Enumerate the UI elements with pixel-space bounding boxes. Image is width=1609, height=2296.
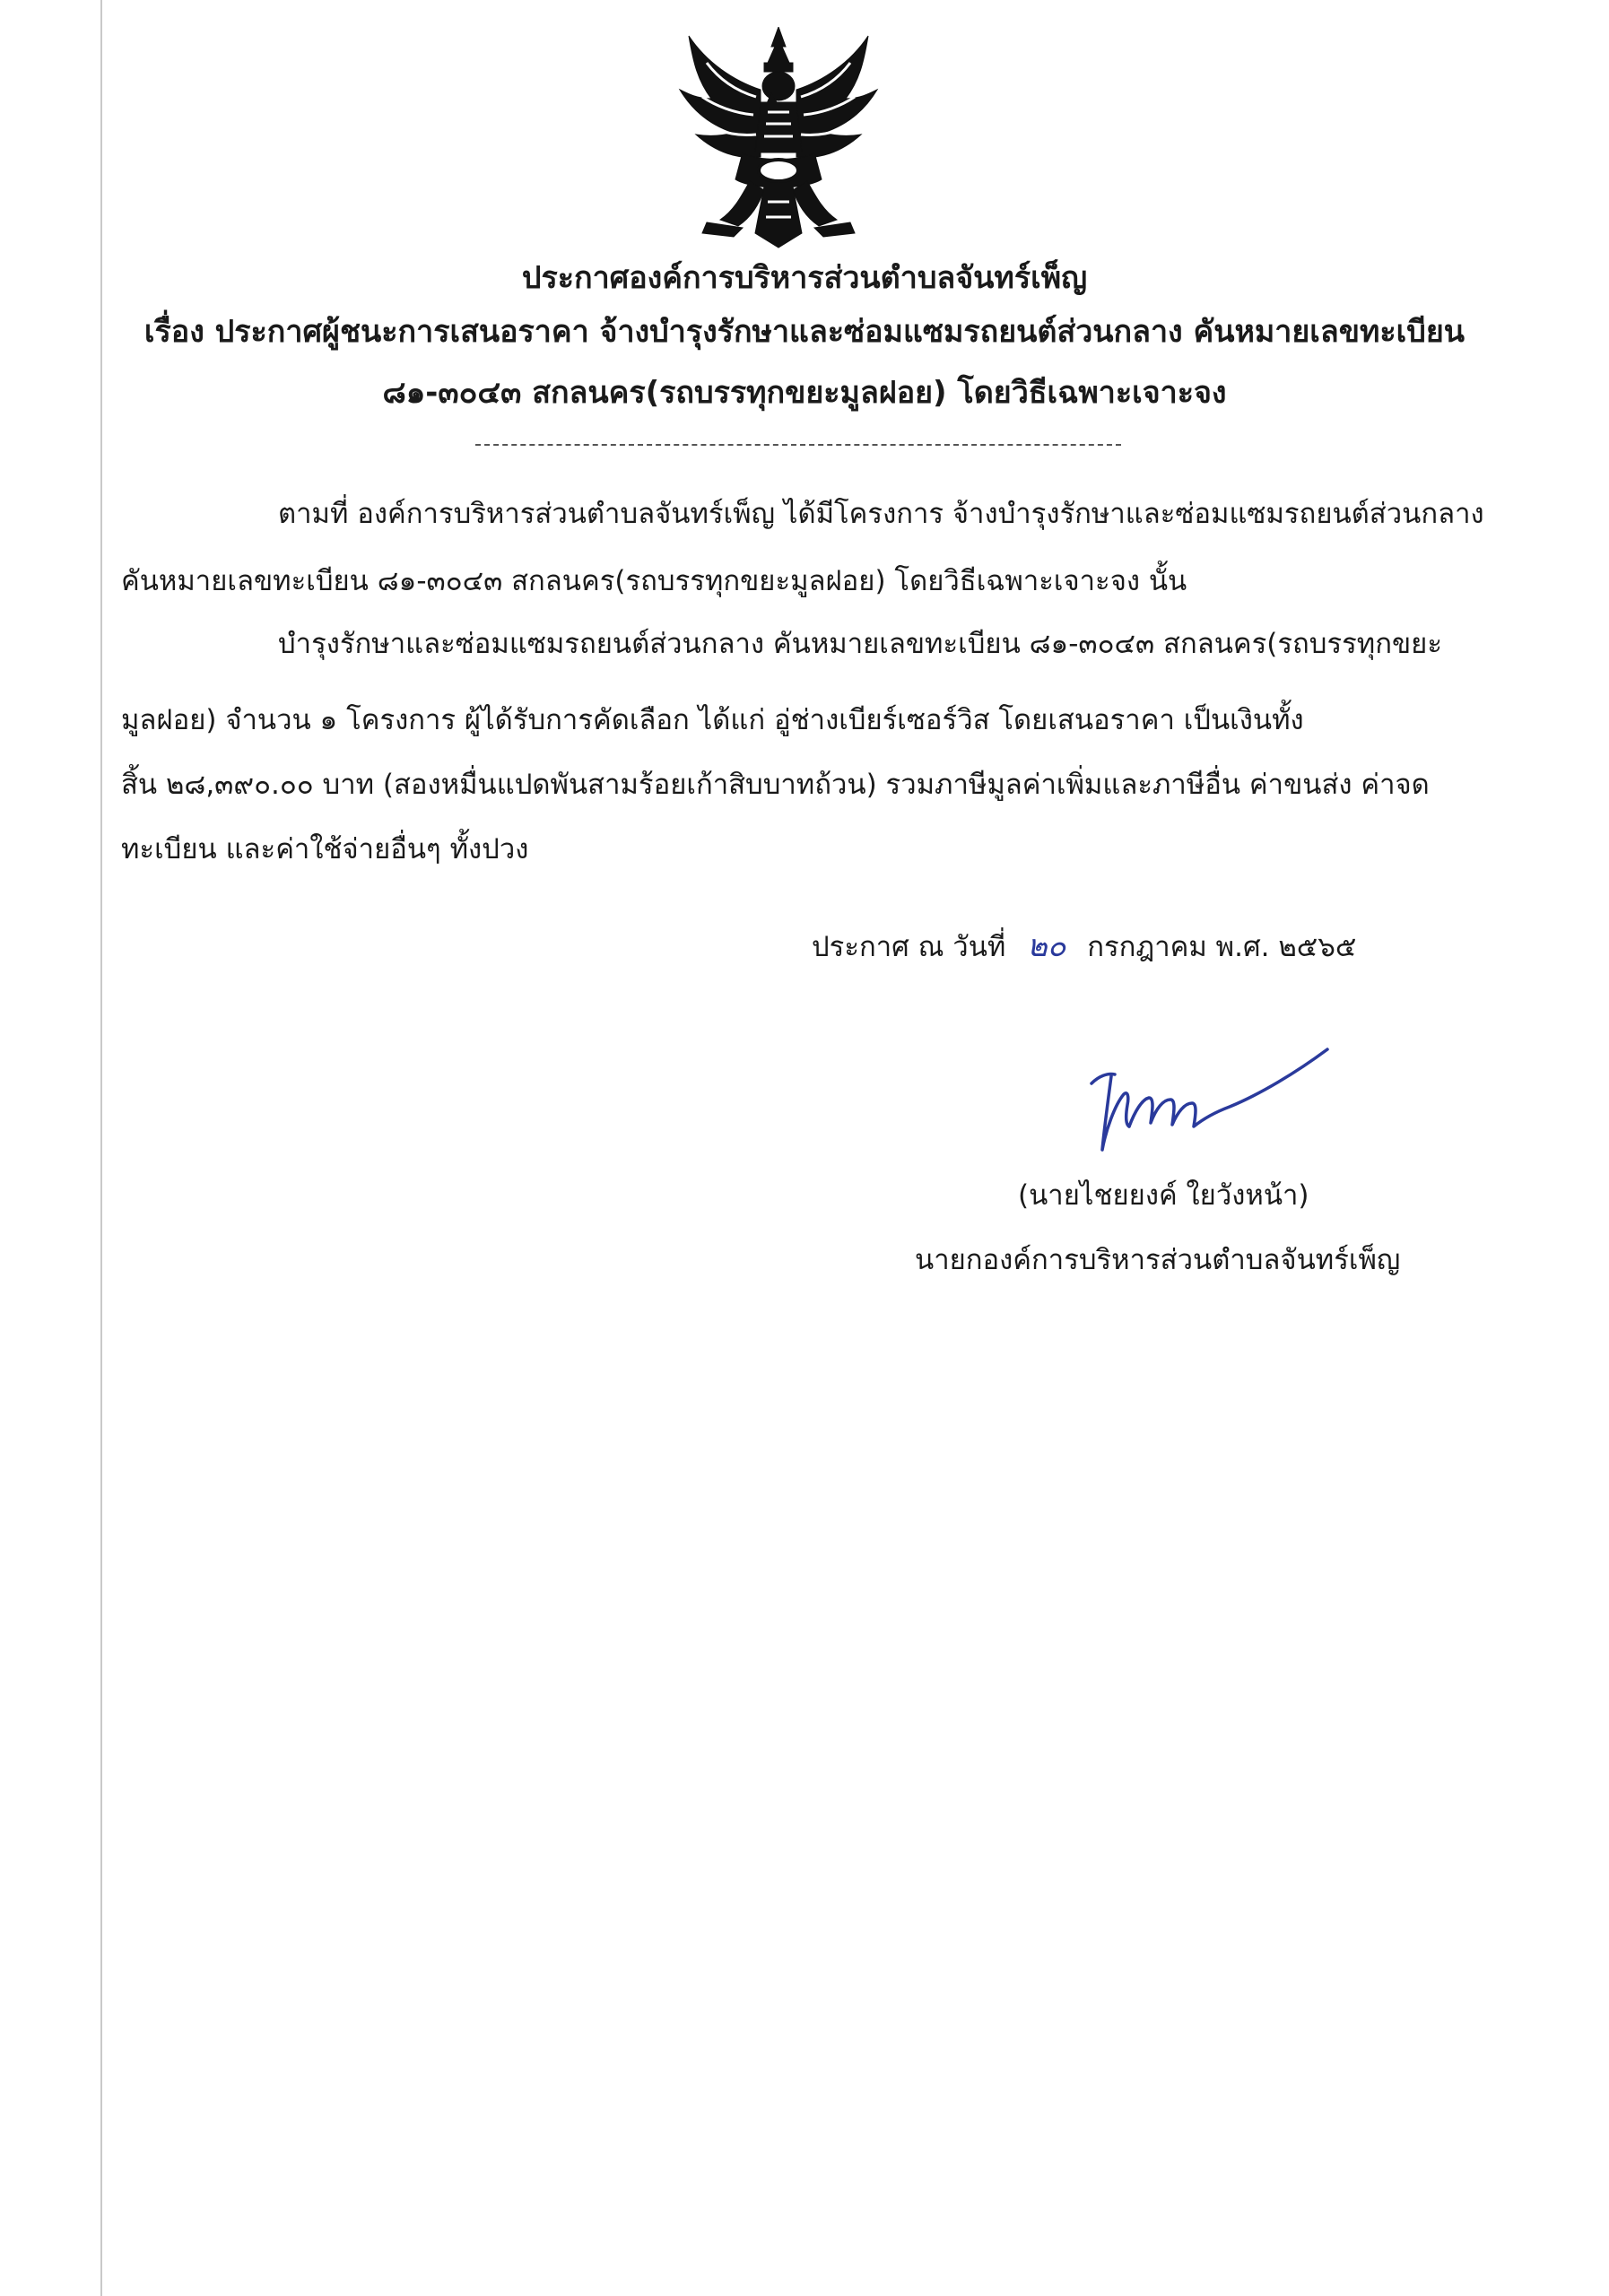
dashed-separator <box>475 444 1121 446</box>
paragraph2-line4: ทะเบียน และค่าใช้จ่ายอื่นๆ ทั้งปวง <box>121 833 529 865</box>
date-prefix: ประกาศ ณ วันที่ <box>812 931 1006 963</box>
garuda-emblem <box>671 27 886 251</box>
announcement-date <box>812 928 1356 965</box>
date-month-year: กรกฎาคม พ.ศ. ๒๕๖๕ <box>1087 931 1357 963</box>
date-day-handwritten: ๒๐ <box>1027 928 1066 964</box>
subject-line-2: ๘๑-๓๐๔๓ สกลนคร(รถบรรทุกขยะมูลฝอย) โดยวิธีเฉพาะเจาะจง <box>382 375 1227 411</box>
paragraph2-line1: บำรุงรักษาและซ่อมแซมรถยนต์ส่วนกลาง คันหมายเลขทะเบียน ๘๑-๓๐๔๓ สกลนคร(รถบรรทุกขยะ <box>278 628 1442 660</box>
subject-line-1: เรื่อง ประกาศผู้ชนะการเสนอราคา จ้างบำรุงรักษาและซ่อมแซมรถยนต์ส่วนกลาง คันหมายเลขทะเบียน <box>144 314 1465 350</box>
signer-name: (นายไชยยงค์ ใยวังหน้า) <box>1018 1179 1309 1212</box>
paragraph2-line3: สิ้น ๒๘,๓๙๐.๐๐ บาท (สองหมื่นแปดพันสามร้อยเก้าสิบบาทถ้วน) รวมภาษีมูลค่าเพิ่มและภาษีอื่น ค่าขนส่ง ค่าจด <box>121 769 1430 801</box>
announcement-title: ประกาศองค์การบริหารส่วนตำบลจันทร์เพ็ญ <box>521 260 1088 296</box>
paragraph2-line2: มูลฝอย) จำนวน ๑ โครงการ ผู้ได้รับการคัดเลือก ได้แก่ อู่ช่างเบียร์เซอร์วิส โดยเสนอราคา เป็นเงินทั้ง <box>121 704 1304 736</box>
paragraph1-line1: ตามที่ องค์การบริหารส่วนตำบลจันทร์เพ็ญ ได้มีโครงการ จ้างบำรุงรักษาและซ่อมแซมรถยนต์ส่วนกลาง <box>278 498 1484 530</box>
handwritten-signature <box>1072 1040 1350 1175</box>
paragraph1-line2: คันหมายเลขทะเบียน ๘๑-๓๐๔๓ สกลนคร(รถบรรทุกขยะมูลฝอย) โดยวิธีเฉพาะเจาะจง นั้น <box>121 565 1187 597</box>
signer-position: นายกองค์การบริหารส่วนตำบลจันทร์เพ็ญ <box>915 1244 1401 1276</box>
